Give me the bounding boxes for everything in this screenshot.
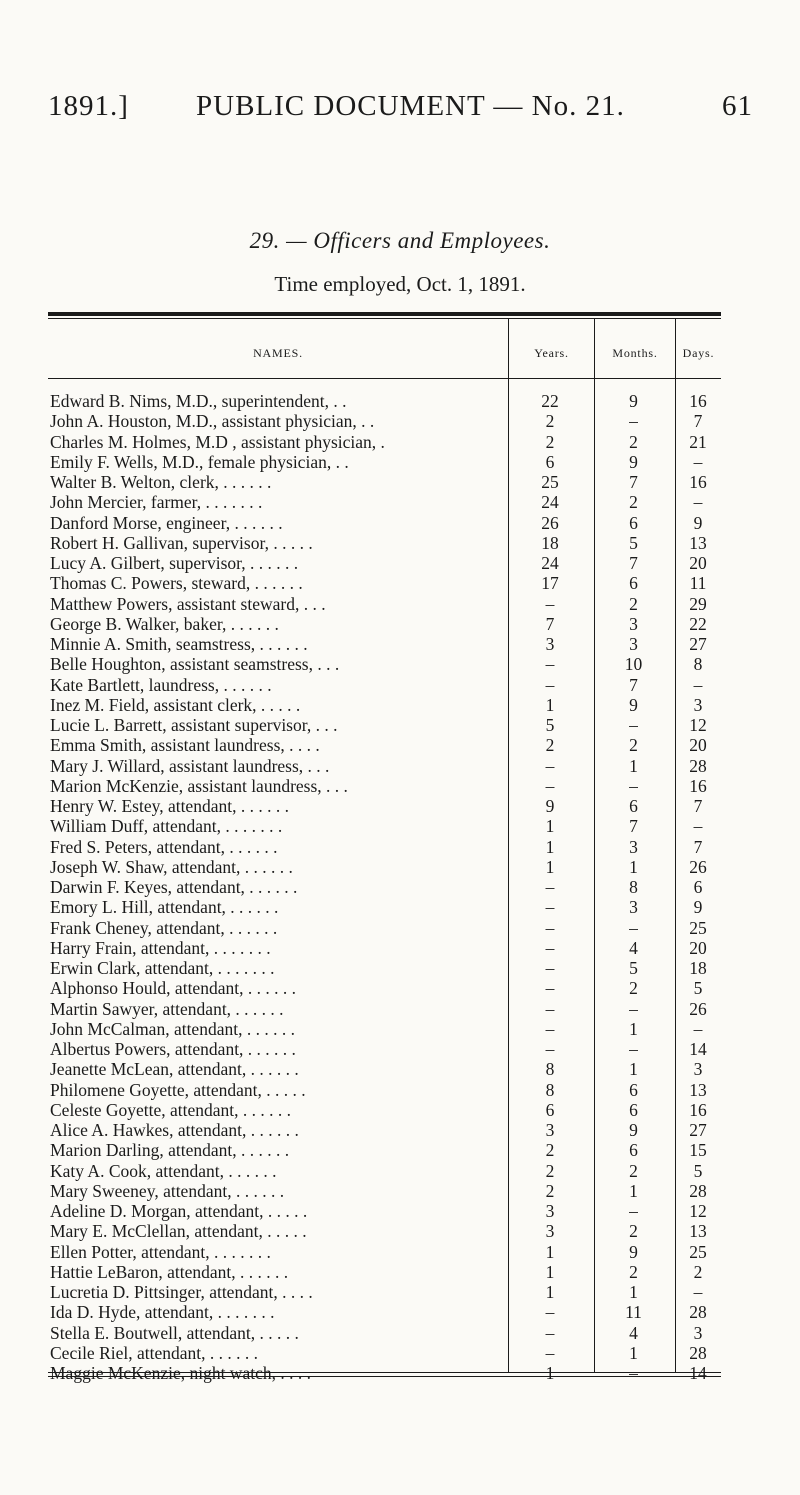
table-row (48, 796, 721, 816)
employee-name: Adeline D. Morgan, attendant, . . . . . (50, 1201, 308, 1221)
months-cell: – (629, 998, 638, 1019)
employee-name: Alice A. Hawkes, attendant, . . . . . . (50, 1120, 299, 1140)
employee-name: Jeanette McLean, attendant, . . . . . . (50, 1059, 299, 1080)
days-cell: 20 (689, 553, 707, 573)
months-cell: 7 (629, 553, 638, 573)
months-cell: 6 (629, 573, 638, 594)
section-subtitle: Time employed, Oct. 1, 1891. (274, 272, 526, 296)
days-cell: – (693, 674, 703, 695)
years-cell: – (545, 593, 555, 614)
months-cell: 2 (629, 978, 638, 999)
years-cell: 2 (545, 431, 555, 452)
table-row (48, 1363, 721, 1383)
table-row (48, 837, 721, 857)
employee-name: Fred S. Peters, attendant, . . . . . . (50, 836, 278, 857)
employee-name: Lucretia D. Pittsinger, attendant, . . . . (50, 1282, 313, 1302)
months-cell: 9 (629, 391, 638, 411)
employee-name: Joseph W. Shaw, attendant, . . . . . . (50, 856, 293, 877)
days-cell: 15 (689, 1140, 707, 1161)
years-cell: 6 (545, 451, 555, 472)
months-cell: 2 (629, 1221, 638, 1242)
days-cell: 28 (689, 755, 707, 776)
employee-name: Martin Sawyer, attendant, . . . . . . (50, 998, 284, 1019)
years-cell: 24 (541, 553, 559, 573)
table-row (48, 1302, 721, 1322)
table-row (48, 1019, 721, 1039)
months-cell: 3 (629, 613, 638, 634)
months-cell: 9 (629, 1120, 638, 1140)
table-row (48, 938, 721, 958)
employee-name: John Mercier, farmer, . . . . . . . (50, 492, 263, 513)
table-row (48, 654, 721, 674)
employee-name: Albertus Powers, attendant, . . . . . . (50, 1039, 296, 1059)
months-cell: 3 (629, 634, 638, 654)
months-cell: 10 (624, 654, 643, 675)
years-cell: 1 (545, 694, 555, 715)
employee-name: Emily F. Wells, M.D., female physician, . . (50, 451, 349, 472)
months-cell: 4 (629, 1322, 638, 1343)
employee-name: John McCalman, attendant, . . . . . . (50, 1018, 295, 1039)
table-row (48, 1221, 721, 1241)
years-cell: – (545, 1322, 555, 1343)
years-cell: 17 (541, 573, 559, 594)
months-cell: 2 (629, 431, 638, 452)
days-cell: 7 (693, 411, 703, 432)
days-cell: 16 (689, 775, 707, 796)
days-cell: – (693, 451, 703, 472)
days-cell: 29 (689, 593, 707, 614)
table-row (48, 877, 721, 897)
months-cell: 2 (629, 593, 638, 614)
table-row (48, 513, 721, 533)
months-cell: 3 (629, 836, 638, 857)
page-header (48, 90, 753, 130)
months-cell: 6 (629, 1099, 638, 1120)
months-cell: 1 (629, 1282, 638, 1302)
days-cell: – (693, 492, 703, 513)
table-row (48, 391, 721, 411)
column-header-months: Months. (612, 346, 658, 360)
days-cell: 3 (693, 694, 703, 715)
table-row (48, 594, 721, 614)
employee-name: Katy A. Cook, attendant, . . . . . . (50, 1160, 277, 1181)
days-cell: 6 (693, 877, 703, 897)
months-cell: 8 (629, 877, 638, 897)
years-cell: 2 (545, 411, 555, 432)
table-row (48, 553, 721, 573)
months-cell: 9 (629, 694, 638, 715)
table-row (48, 1262, 721, 1282)
header-document-title: PUBLIC DOCUMENT — No. 21. (196, 90, 625, 122)
days-cell: 16 (689, 391, 707, 411)
months-cell: 5 (629, 958, 638, 978)
employee-name: John A. Houston, M.D., assistant physician, . . (50, 411, 375, 432)
years-cell: 2 (545, 1140, 555, 1161)
employee-name: Frank Cheney, attendant, . . . . . . (50, 917, 278, 938)
employee-name: Philomene Goyette, attendant, . . . . . (50, 1079, 306, 1100)
years-cell: 2 (545, 735, 555, 756)
months-cell: 1 (629, 1059, 638, 1080)
employee-name: William Duff, attendant, . . . . . . . (50, 816, 283, 837)
days-cell: 20 (689, 735, 707, 756)
employee-name: Celeste Goyette, attendant, . . . . . . (50, 1099, 292, 1120)
employee-name: Darwin F. Keyes, attendant, . . . . . . (50, 877, 298, 897)
months-cell: – (629, 1039, 638, 1059)
table-row (48, 1201, 721, 1221)
days-cell: 3 (693, 1322, 703, 1343)
months-cell: 7 (629, 674, 638, 695)
months-cell: – (629, 775, 638, 796)
employee-name: Lucy A. Gilbert, supervisor, . . . . . . (50, 553, 299, 573)
days-cell: 9 (693, 897, 703, 918)
years-cell: 3 (545, 1221, 555, 1242)
table-row (48, 533, 721, 553)
years-cell: 1 (545, 1363, 555, 1383)
table-row (48, 1140, 721, 1160)
months-cell: 1 (629, 755, 638, 776)
months-cell: 9 (629, 451, 638, 472)
employee-name: Hattie LeBaron, attendant, . . . . . . (50, 1261, 289, 1282)
years-cell: – (545, 775, 555, 796)
table-row (48, 958, 721, 978)
employee-name: Belle Houghton, assistant seamstress, . . . (50, 654, 340, 675)
days-cell: 25 (689, 917, 707, 938)
months-cell: – (629, 715, 638, 735)
table-row (48, 452, 721, 472)
days-cell: 28 (689, 1302, 707, 1323)
employee-name: Marion Darling, attendant, . . . . . . (50, 1140, 290, 1161)
days-cell: 12 (689, 715, 707, 735)
days-cell: 16 (689, 1099, 707, 1120)
employee-name: Cecile Riel, attendant, . . . . . . (50, 1342, 259, 1363)
table-row (48, 735, 721, 755)
years-cell: 7 (545, 613, 555, 634)
employee-name: Mary E. McClellan, attendant, . . . . . (50, 1221, 307, 1242)
years-cell: 1 (545, 1241, 555, 1262)
table-row (48, 411, 721, 431)
table-row (48, 634, 721, 654)
days-cell: 3 (693, 1059, 703, 1080)
days-cell: 21 (689, 431, 707, 452)
table-header-bottom-rule (48, 378, 721, 379)
days-cell: – (693, 816, 703, 837)
years-cell: – (545, 877, 555, 897)
table-row (48, 776, 721, 796)
table-row (48, 472, 721, 492)
months-cell: 7 (629, 472, 638, 492)
days-cell: 13 (689, 1079, 707, 1100)
employee-name: Mary Sweeney, attendant, . . . . . . (50, 1180, 285, 1201)
header-year: 1891.] (48, 90, 129, 122)
employee-name: Stella E. Boutwell, attendant, . . . . . (50, 1322, 299, 1343)
page-number: 61 (722, 90, 753, 122)
days-cell: 8 (693, 654, 703, 675)
months-cell: 2 (629, 1160, 638, 1181)
employee-name: Edward B. Nims, M.D., superintendent, . . (50, 391, 347, 411)
days-cell: 7 (693, 796, 703, 816)
months-cell: 9 (629, 1241, 638, 1262)
employee-name: Kate Bartlett, laundress, . . . . . . (50, 674, 272, 695)
employee-name: Lucie L. Barrett, assistant supervisor, . . . (50, 715, 338, 735)
employee-name: Ida D. Hyde, attendant, . . . . . . . (50, 1302, 275, 1323)
employee-name: Charles M. Holmes, M.D , assistant physician, . (50, 431, 385, 452)
days-cell: 5 (693, 1160, 703, 1181)
years-cell: 2 (545, 1160, 555, 1181)
years-cell: – (545, 937, 555, 958)
column-header-days: Days. (682, 346, 715, 360)
days-cell: 26 (689, 998, 707, 1019)
days-cell: 27 (689, 1120, 707, 1140)
employee-name: Henry W. Estey, attendant, . . . . . . (50, 796, 289, 816)
days-cell: 28 (689, 1342, 707, 1363)
table-row (48, 756, 721, 776)
days-cell: 13 (689, 532, 707, 553)
days-cell: 7 (693, 836, 703, 857)
employee-name: Robert H. Gallivan, supervisor, . . . . . (50, 532, 313, 553)
table-row (48, 1120, 721, 1140)
days-cell: 16 (689, 472, 707, 492)
years-cell: 24 (541, 492, 559, 513)
table-row (48, 1343, 721, 1363)
employee-name: Erwin Clark, attendant, . . . . . . . (50, 958, 275, 978)
years-cell: 9 (545, 796, 555, 816)
years-cell: 6 (545, 1099, 555, 1120)
employee-name: Mary J. Willard, assistant laundress, . . . (50, 755, 330, 776)
days-cell: 25 (689, 1241, 707, 1262)
years-cell: 3 (545, 1201, 555, 1221)
employee-name: George B. Walker, baker, . . . . . . (50, 613, 279, 634)
years-cell: – (545, 674, 555, 695)
years-cell: – (545, 897, 555, 918)
days-cell: 22 (689, 613, 707, 634)
table-row (48, 1080, 721, 1100)
days-cell: 2 (693, 1261, 703, 1282)
months-cell: 2 (629, 735, 638, 756)
days-cell: 12 (689, 1201, 707, 1221)
days-cell: 13 (689, 1221, 707, 1242)
years-cell: 26 (541, 512, 559, 533)
section-title: 29. — Officers and Employees. (249, 228, 551, 253)
months-cell: 6 (629, 796, 638, 816)
employee-name: Alphonso Hould, attendant, . . . . . . (50, 978, 296, 999)
years-cell: – (545, 1039, 555, 1059)
days-cell: 18 (689, 958, 707, 978)
employee-name: Emma Smith, assistant laundress, . . . . (50, 735, 320, 756)
years-cell: – (545, 1302, 555, 1323)
employee-name: Thomas C. Powers, steward, . . . . . . (50, 573, 303, 594)
employee-name: Walter B. Welton, clerk, . . . . . . (50, 472, 272, 492)
months-cell: 6 (629, 1079, 638, 1100)
table-row (48, 857, 721, 877)
table-row (48, 918, 721, 938)
table-row (48, 897, 721, 917)
years-cell: 1 (545, 856, 555, 877)
years-cell: – (545, 755, 555, 776)
column-header-names: NAMES. (253, 346, 303, 360)
days-cell: 9 (693, 512, 703, 533)
months-cell: 6 (629, 512, 638, 533)
months-cell: 2 (629, 492, 638, 513)
days-cell: 11 (689, 573, 707, 594)
table-row (48, 1161, 721, 1181)
years-cell: 1 (545, 1261, 555, 1282)
table-row (48, 1039, 721, 1059)
months-cell: – (629, 1363, 638, 1383)
employee-name: Maggie McKenzie, night watch, . . . . (50, 1363, 311, 1383)
months-cell: – (629, 917, 638, 938)
employee-name: Harry Frain, attendant, . . . . . . . (50, 937, 271, 958)
years-cell: 8 (545, 1059, 555, 1080)
table-row (48, 695, 721, 715)
months-cell: – (629, 1201, 638, 1221)
employee-name: Ellen Potter, attendant, . . . . . . . (50, 1241, 271, 1262)
days-cell: 28 (689, 1180, 707, 1201)
years-cell: – (545, 958, 555, 978)
years-cell: – (545, 998, 555, 1019)
days-cell: – (693, 1282, 703, 1302)
years-cell: 3 (545, 1120, 555, 1140)
months-cell: 5 (629, 532, 638, 553)
years-cell: 1 (545, 836, 555, 857)
table-row (48, 614, 721, 634)
table-row (48, 1242, 721, 1262)
table-row (48, 978, 721, 998)
years-cell: – (545, 1018, 555, 1039)
years-cell: 25 (541, 472, 559, 492)
table-row (48, 1282, 721, 1302)
employee-name: Danford Morse, engineer, . . . . . . (50, 512, 283, 533)
table-top-rule (48, 312, 721, 316)
months-cell: 1 (629, 856, 638, 877)
days-cell: 5 (693, 978, 703, 999)
months-cell: 1 (629, 1018, 638, 1039)
months-cell: 4 (629, 937, 638, 958)
months-cell: 11 (625, 1302, 642, 1323)
table-row (48, 1100, 721, 1120)
years-cell: – (545, 654, 555, 675)
years-cell: 1 (545, 1282, 555, 1302)
employee-name: Emory L. Hill, attendant, . . . . . . (50, 897, 279, 918)
months-cell: 1 (629, 1342, 638, 1363)
employee-name: Matthew Powers, assistant steward, . . . (50, 593, 326, 614)
years-cell: 8 (545, 1079, 555, 1100)
days-cell: – (693, 1018, 703, 1039)
table-row (48, 492, 721, 512)
months-cell: 3 (629, 897, 638, 918)
months-cell: 7 (629, 816, 638, 837)
employee-name: Inez M. Field, assistant clerk, . . . . . (50, 694, 301, 715)
years-cell: 2 (545, 1180, 555, 1201)
table-row (48, 1181, 721, 1201)
table-row (48, 999, 721, 1019)
table-row (48, 816, 721, 836)
table-row (48, 573, 721, 593)
table-row (48, 1323, 721, 1343)
days-cell: 14 (689, 1039, 707, 1059)
days-cell: 20 (689, 937, 707, 958)
months-cell: 1 (629, 1180, 638, 1201)
days-cell: 27 (689, 634, 707, 654)
years-cell: – (545, 1342, 555, 1363)
years-cell: 18 (541, 532, 559, 553)
months-cell: 2 (629, 1261, 638, 1282)
days-cell: 14 (689, 1363, 707, 1383)
employee-name: Minnie A. Smith, seamstress, . . . . . . (50, 634, 308, 654)
months-cell: 6 (629, 1140, 638, 1161)
table-row (48, 432, 721, 452)
table-row (48, 715, 721, 735)
years-cell: 1 (545, 816, 555, 837)
years-cell: 5 (545, 715, 555, 735)
table-top-rule-thin (48, 318, 721, 319)
years-cell: – (545, 978, 555, 999)
employee-name: Marion McKenzie, assistant laundress, . . . (50, 775, 348, 796)
table-row (48, 675, 721, 695)
years-cell: 3 (545, 634, 555, 654)
column-header-years: Years. (534, 346, 569, 360)
months-cell: – (629, 411, 638, 432)
days-cell: 26 (689, 856, 707, 877)
years-cell: – (545, 917, 555, 938)
years-cell: 22 (541, 391, 559, 411)
table-row (48, 1059, 721, 1079)
